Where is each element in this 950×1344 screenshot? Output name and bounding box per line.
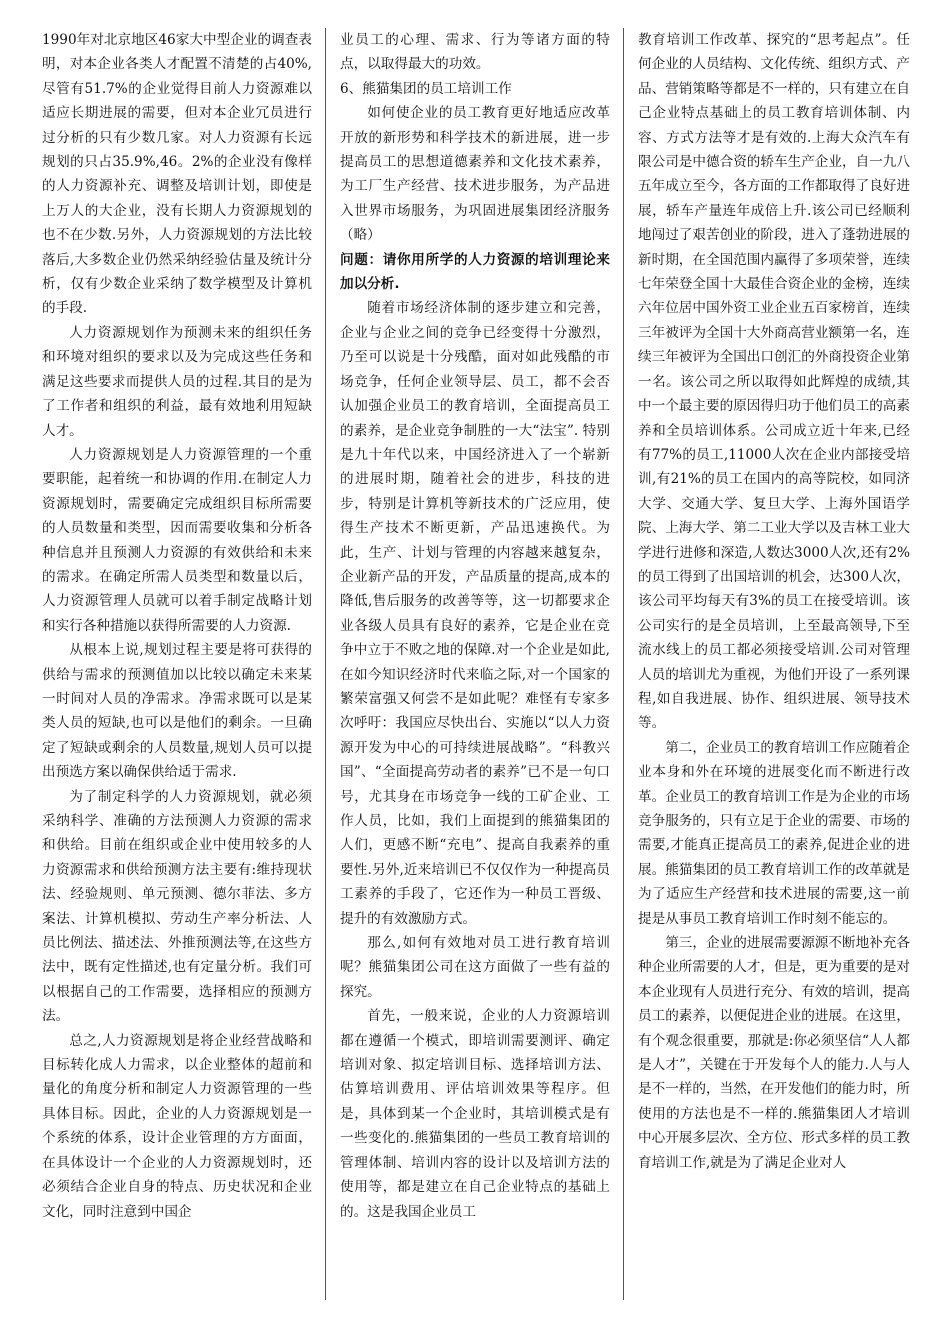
paragraph: 如何使企业的员工教育更好地适应改革开放的新形势和科学技术的新进展，进一步提高员工的思想道德素养和文化技术素养，为工厂生产经营、技术进步服务，为产品进入世界市场服务，为巩固进展集团经济服务（略）: [340, 105, 610, 244]
column-divider: [623, 28, 624, 1300]
column-divider: [325, 28, 326, 1300]
paragraph: 教育培训工作改革、探究的“思考起点”。任何企业的人员结构、文化传统、组织方式、产品、营销策略等都是不一样的，只有建立在自己企业特点基础上的员工教育培训体制、内容、方式方法等才是有效的.上海大众汽车有限公司是中德合资的轿车生产企业，自一九八五年成立至今，各方面的工作都取得了良好进展，轿车产量连年成倍上升.该公司已经顺利地闯过了艰苦创业的阶段，进入了蓬勃进展的新时期，在全国范围内赢得了多项荣誉，连续七年荣登全国十大最佳合资企业的金榜，连续六年位居中国外资工业企业五百家榜首，连续三年被评为全国十大外商高营业额第一名，连续三年被评为全国出口创汇的外商投资企业第一名。该公司之所以取得如此辉煌的成绩,其中一个最主要的原因得归功于他们员工的高素养和全员培训体系。公司成立近十年来,已经有77%的员工,11000人次在企业内部接受培训,有21%的员工在国内的高等院校，如同济大学、交通大学、复旦大学、上海外国语学院、上海大学、第二工业大学以及吉林工业大学进行进修和深造,人数达3000人次,还有2%的员工得到了出国培训的机会，达300人次，该公司平均每天有3%的员工在接受培训。该公司实行的是全员培训，上至最高领导,下至流水线上的员工都必须接受培训.公司对管理人员的培训尤为重视，为他们开设了一系列课程,如自我进展、协作、组织进展、领导技术等。: [638, 32, 910, 732]
paragraph: 从根本上说,规划过程主要是将可获得的供给与需求的预测值加以比较以确定未来某一时间对人员的净需求。净需求既可以是某类人员的短缺,也可以是他们的剩余。一旦确定了短缺或剩余的人员数量,规划人员可以提出预选方案以确保供给适于需求.: [42, 642, 312, 781]
question-heading: 问题：请你用所学的人力资源的培训理论来加以分析.: [340, 251, 610, 293]
section-title: 6、熊猫集团的员工培训工作: [340, 80, 512, 97]
paragraph: 人力资源规划是人力资源管理的一个重要职能，起着统一和协调的作用.在制定人力资源规划时，需要确定完成组织目标所需要的人员数量和类型，因而需要收集和分析各种信息并且预测人力资源的有效供给和未来的需求。在确定所需人员类型和数量以后，人力资源管理人员就可以着手制定战略计划和实行各种措施以获得所需要的人力资源.: [42, 446, 312, 634]
paragraph: 第二，企业员工的教育培训工作应随着企业本身和外在环境的进展变化而不断进行改革。企业员工的教育培训工作是为企业的市场竞争服务的，只有立足于企业的需要、市场的需要,才能真正提高员工的素养,促进企业的进展。熊猫集团的员工教育培训工作的改革就是为了适应生产经营和技术进展的需要,这一前提是从事员工教育培训工作时刻不能忘的。: [638, 739, 910, 927]
text-column-2: [340, 28, 610, 1318]
paragraph: 首先，一般来说，企业的人力资源培训都在遵循一个模式，即培训需要测评、确定培训对象、拟定培训目标、选择培训方法、估算培训费用、评估培训效果等程序。但是，具体到某一个企业时，其培训模式是有一些变化的.熊猫集团的一些员工教育培训的管理体制、培训内容的设计以及培训方法的使用等，都是建立在自己企业特点的基础上的。这是我国企业员工: [340, 1008, 610, 1220]
paragraph: 那么,如何有效地对员工进行教育培训呢？熊猫集团公司在这方面做了一些有益的探究。: [340, 935, 610, 1000]
paragraph: 人力资源规划作为预测未来的组织任务和环境对组织的要求以及为完成这些任务和满足这些要求而提供人员的过程.其目的是为了工作者和组织的利益，最有效地利用短缺人才。: [42, 324, 312, 439]
paragraph: 1990年对北京地区46家大中型企业的调查表明，对本企业各类人才配置不清楚的占40%,尽管有51.7%的企业觉得目前人力资源难以适应长期进展的需要，但对本企业冗员进行过分析的只有少数几家。对人力资源有长远规划的只占35.9%,46。2%的企业没有像样的人力资源补充、调整及培训计划，即使是上万人的大企业，没有长期人力资源规划的也不在少数.另外，人力资源规划的方法比较落后,大多数企业仍然采纳经验估量及统计分析，仅有少数企业采纳了数学模型及计算机的手段.: [42, 32, 312, 317]
paragraph: 业员工的心理、需求、行为等诸方面的特点，以取得最大的功效。: [340, 32, 610, 73]
paragraph: 随着市场经济体制的逐步建立和完善，企业与企业之间的竞争已经变得十分激烈，乃至可以说是十分残酷，面对如此残酷的市场竞争，任何企业领导层、员工，都不会否认加强企业员工的教育培训，全面提高员工的素养，是企业竞争制胜的一大“法宝”. 特别是九十年代以来，中国经济进入了一个崭新的进展时期，随着社会的进步，科技的进步，特别是计算机等新技术的广泛应用，使得生产技术不断更新，产品迅速换代。为此，生产、计划与管理的内容越来越复杂，企业新产品的开发，产品质量的提高,成本的降低,售后服务的改善等等，这一切都要求企业各级人员具有良好的素养，它是企业在竞争中立于不败之地的保障.对一个企业是如此,在如今知识经济时代来临之际,对一个国家的繁荣富强又何尝不是如此呢？难怪有专家多次呼吁：我国应尽快出台、实施以“以人力资源开发为中心的可持续进展战略”。“科教兴国”、“全面提高劳动者的素养”已不是一句口号，尤其身在市场竞争一线的工矿企业、工作人员，比如，我们上面提到的熊猫集团的人们，更感不断“充电”、提高自我素养的重要性.另外,近来培训已不仅仅作为一种提高员工素养的手段了，它还作为一种员工晋级、提升的有效激励方式。: [340, 300, 610, 927]
text-column-3: [638, 28, 910, 1318]
text-column-1: [42, 28, 312, 1318]
paragraph: 第三，企业的进展需要源源不断地补充各种企业所需要的人才，但是，更为重要的是对本企业现有人员进行充分、有效的培训，提高员工的素养，以便促进企业的进展。在这里，有个观念很重要，那就是:你必须坚信“人人都是人才”，关键在于开发每个人的能力.人与人是不一样的，当然，在开发他们的能力时，所使用的方法也是不一样的.熊猫集团人才培训中心开展多层次、全方位、形式多样的员工教育培训工作,就是为了满足企业对人: [638, 935, 910, 1171]
paragraph: 为了制定科学的人力资源规划，就必须采纳科学、准确的方法预测人力资源的需求和供给。目前在组织或企业中使用较多的人力资源需求和供给预测方法主要有:维持现状法、经验规则、单元预测、德尔菲法、多方案法、计算机模拟、劳动生产率分析法、人员比例法、描述法、外推预测法等,在这些方法中，既有定性描述,也有定量分析。我们可以根据自己的工作需要，选择相应的预测方法。: [42, 788, 312, 1025]
paragraph: 总之,人力资源规划是将企业经营战略和目标转化成人力需求，以企业整体的超前和量化的角度分析和制定人力资源管理的一些具体目标。因此，企业的人力资源规划是一个系统的体系，设计企业管理的方方面面，在具体设计一个企业的人力资源规划时，还必须结合企业自身的特点、历史状况和企业文化，同时注意到中国企: [42, 1032, 312, 1220]
document-page: [36, 28, 912, 1318]
